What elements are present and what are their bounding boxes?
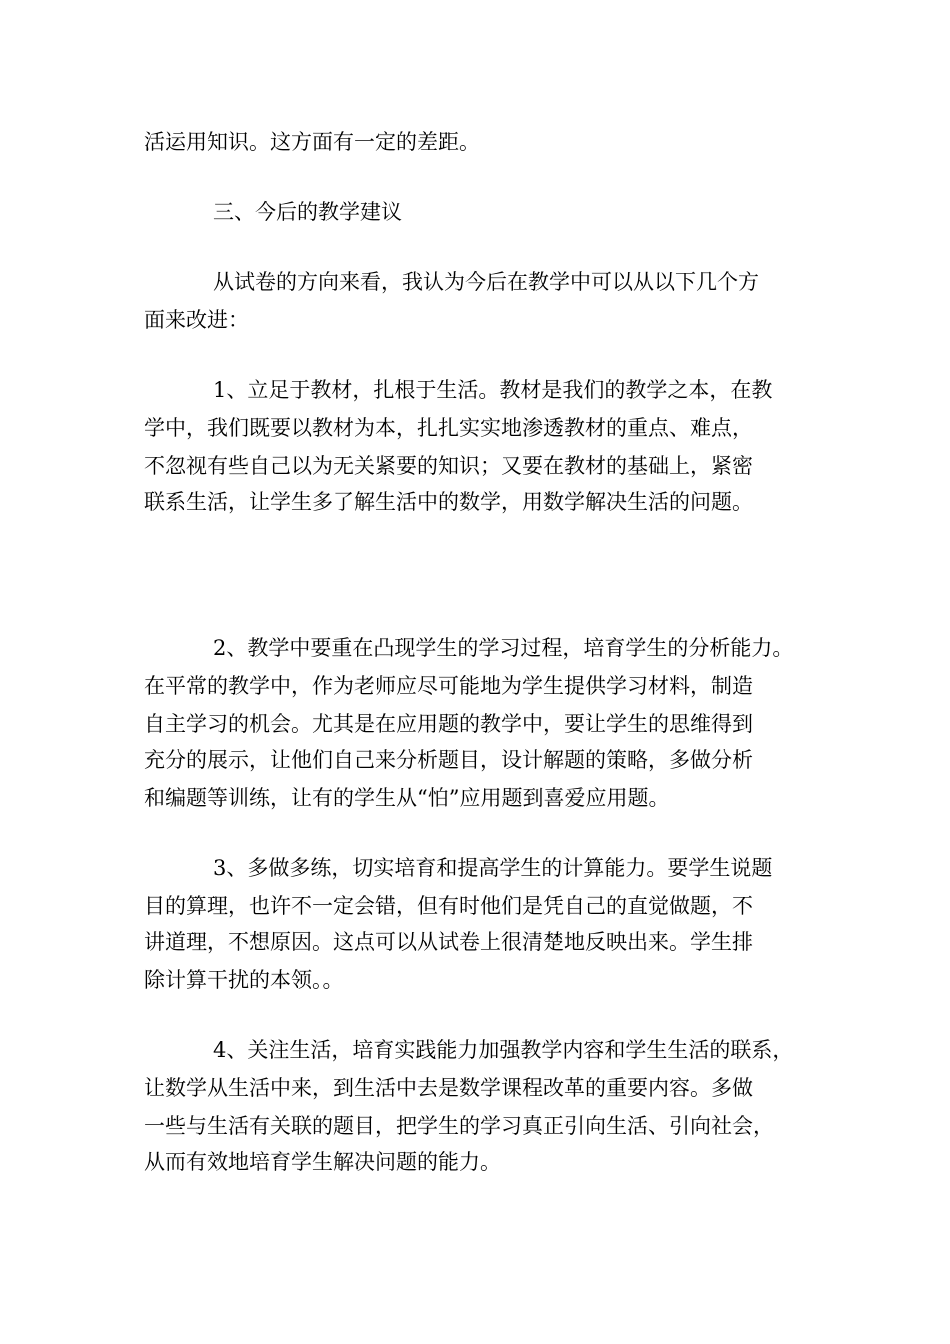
text-line-12: 充分的展示，让他们自己来分析题目，设计解题的策略，多做分析 [144,748,753,772]
text-line-16: 讲道理，不想原因。这点可以从试卷上很清楚地反映出来。学生排 [144,930,753,954]
section-heading: 三、今后的教学建议 [213,200,402,224]
text-line-9: 2、教学中要重在凸现学生的学习过程，培育学生的分析能力。 [213,636,794,660]
text-line-14: 3、多做多练，切实培育和提高学生的计算能力。要学生说题 [213,856,773,880]
text-line-19: 让数学从生活中来，到生活中去是数学课程改革的重要内容。多做 [144,1076,753,1100]
text-line-8: 联系生活，让学生多了解生活中的数学，用数学解决生活的问题。 [144,490,753,514]
text-line-10: 在平常的教学中，作为老师应尽可能地为学生提供学习材料，制造 [144,674,753,698]
text-line-4: 面来改进： [144,308,249,332]
text-line-17: 除计算干扰的本领。。 [144,968,344,992]
text-line-15: 目的算理，也许不一定会错，但有时他们是凭自己的直觉做题，不 [144,894,753,918]
text-line-21: 从而有效地培育学生解决问题的能力。 [144,1150,501,1174]
text-line-7: 不忽视有些自己以为无关紧要的知识；又要在教材的基础上，紧密 [144,454,753,478]
text-line-1: 活运用知识。这方面有一定的差距。 [144,130,480,154]
text-line-18: 4、关注生活，培育实践能力加强教学内容和学生生活的联系， [213,1038,794,1062]
text-line-20: 一些与生活有关联的题目，把学生的学习真正引向生活、引向社会， [144,1114,774,1138]
text-line-5: 1、立足于教材，扎根于生活。教材是我们的教学之本，在教 [213,378,773,402]
text-line-13: 和编题等训练，让有的学生从“怕”应用题到喜爱应用题。 [144,786,670,810]
text-line-11: 自主学习的机会。尤其是在应用题的教学中，要让学生的思维得到 [144,712,753,736]
text-line-3: 从试卷的方向来看，我认为今后在教学中可以从以下几个方 [213,270,759,294]
text-line-6: 学中，我们既要以教材为本，扎扎实实地渗透教材的重点、难点， [144,416,753,440]
